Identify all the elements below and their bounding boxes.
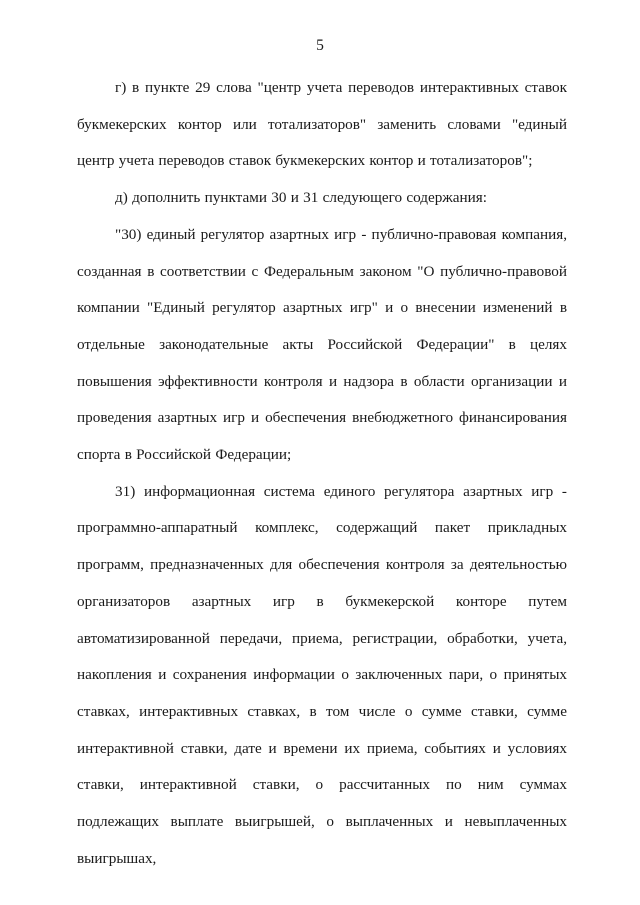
paragraph-item-d: д) дополнить пунктами 30 и 31 следующего содержания: [115, 189, 487, 207]
paragraph-point-31: 31) информационная система единого регулятора азартных игр - программно-аппаратный комплекс, содержащий пакет прикладных программ, предназначенных для обеспечения контроля за деятельностью организаторов азартных игр в букмекерской конторе путем автоматизированной передачи, приема, регистрации, обработки, учета, накопления и сохранения информации о заключенных пари, о принятых ставках, интерактивных ставках, в том числе о сумме ставки, сумме интерактивной ставки, дате и времени их приема, событиях и условиях ставки, интерактивной ставки, о рассчитанных по ним суммах подлежащих выплате выигрышей, о выплаченных и невыплаченных выигрышах, [77, 482, 567, 867]
document-body [77, 70, 567, 877]
paragraph-point-30: "30) единый регулятор азартных игр - публично-правовая компания, созданная в соответствии с Федеральным законом "О публично-правовой компании "Единый регулятор азартных игр" и о внесении изменений в отдельные законодательные акты Российской Федерации" в целях повышения эффективности контроля и надзора в области организации и проведения азартных игр и обеспечения внебюджетного финансирования спорта в Российской Федерации; [77, 225, 567, 464]
paragraph-item-g: г) в пункте 29 слова "центр учета переводов интерактивных ставок букмекерских контор или тотализаторов" заменить словами "единый центр учета переводов ставок букмекерских контор и тотализаторов"; [77, 79, 567, 170]
page-number: 5 [316, 37, 324, 54]
